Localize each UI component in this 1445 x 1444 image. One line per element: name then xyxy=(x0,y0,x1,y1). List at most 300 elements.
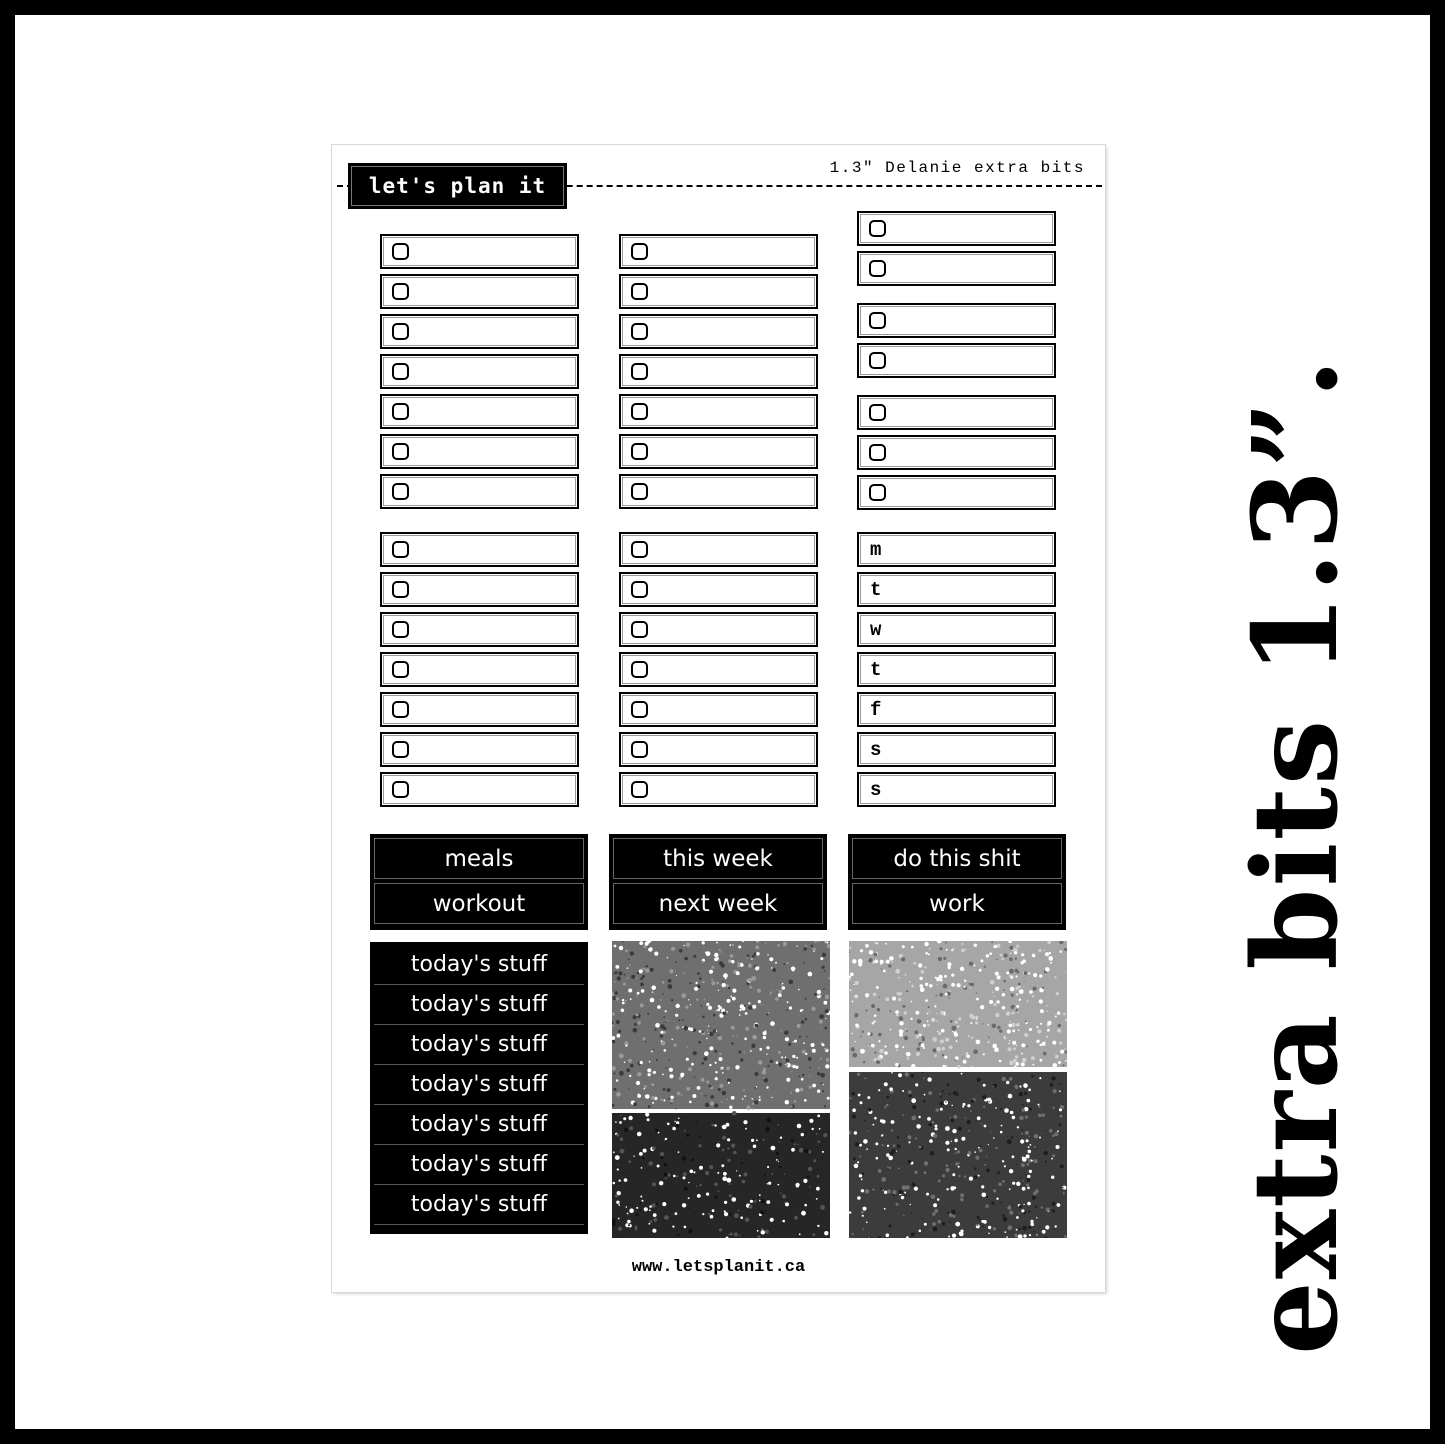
glitter-speck xyxy=(814,1159,817,1162)
glitter-speck xyxy=(962,1106,964,1108)
sticker-sheet xyxy=(332,145,1105,1292)
glitter-speck xyxy=(751,1139,754,1142)
glitter-speck xyxy=(794,1040,797,1043)
glitter-speck xyxy=(1008,1094,1013,1099)
glitter-speck xyxy=(753,1198,755,1200)
glitter-speck xyxy=(699,1184,701,1186)
glitter-speck xyxy=(801,1211,806,1216)
glitter-speck xyxy=(1007,1206,1011,1210)
glitter-speck xyxy=(927,1077,931,1081)
label-block-3 xyxy=(848,834,1066,930)
glitter-speck xyxy=(891,1072,893,1074)
glitter-speck xyxy=(738,946,741,949)
glitter-speck xyxy=(767,1118,772,1123)
glitter-speck xyxy=(653,1213,657,1217)
glitter-speck xyxy=(719,1053,721,1055)
checkbox-icon xyxy=(392,581,409,598)
glitter-speck xyxy=(961,949,965,953)
glitter-speck xyxy=(896,1049,898,1051)
glitter-speck xyxy=(950,1117,952,1119)
glitter-speck xyxy=(906,1052,909,1055)
glitter-speck xyxy=(1028,1226,1031,1229)
glitter-speck xyxy=(640,1003,644,1007)
glitter-speck xyxy=(919,1034,922,1037)
glitter-speck xyxy=(919,1230,922,1233)
glitter-speck xyxy=(688,1208,689,1209)
glitter-speck xyxy=(683,1176,686,1179)
glitter-speck xyxy=(965,1117,967,1119)
glitter-speck xyxy=(971,1037,973,1039)
glitter-speck xyxy=(995,1147,997,1149)
glitter-speck xyxy=(617,1164,618,1165)
glitter-speck xyxy=(995,987,999,991)
glitter-speck xyxy=(675,1124,679,1128)
glitter-speck xyxy=(1000,1108,1002,1110)
glitter-speck xyxy=(622,1236,623,1237)
glitter-speck xyxy=(805,1149,809,1153)
day-letter: s xyxy=(870,779,882,801)
glitter-speck xyxy=(939,1103,941,1105)
glitter-speck xyxy=(975,1021,978,1024)
glitter-speck xyxy=(1009,957,1013,961)
checklist-box xyxy=(380,652,579,687)
glitter-speck xyxy=(752,1098,754,1100)
glitter-speck xyxy=(824,1105,826,1107)
checkbox-icon xyxy=(392,243,409,260)
glitter-speck xyxy=(777,944,780,947)
glitter-speck xyxy=(866,1221,868,1223)
glitter-speck xyxy=(1028,1089,1031,1092)
glitter-speck xyxy=(855,981,859,985)
glitter-speck xyxy=(950,1186,955,1191)
glitter-speck xyxy=(1018,1029,1020,1031)
todays-stuff-label: today's stuff xyxy=(374,945,584,985)
glitter-speck xyxy=(874,953,878,957)
glitter-speck xyxy=(825,1027,828,1030)
glitter-speck xyxy=(770,1021,775,1026)
glitter-speck xyxy=(684,1130,686,1132)
glitter-speck xyxy=(997,1026,1000,1029)
glitter-speck xyxy=(746,982,749,985)
glitter-speck xyxy=(908,1141,910,1143)
glitter-speck xyxy=(618,1030,621,1033)
glitter-speck xyxy=(991,941,993,943)
checklist-box xyxy=(619,354,818,389)
glitter-speck xyxy=(884,1106,886,1108)
checkbox-icon xyxy=(631,443,648,460)
glitter-speck xyxy=(874,1014,877,1017)
glitter-speck xyxy=(648,1073,651,1076)
glitter-speck xyxy=(633,1028,638,1033)
glitter-speck xyxy=(626,1068,630,1072)
glitter-speck xyxy=(936,1108,939,1111)
glitter-speck xyxy=(820,1073,825,1078)
glitter-speck xyxy=(805,998,807,1000)
glitter-speck xyxy=(950,1020,953,1023)
glitter-speck xyxy=(638,1021,641,1024)
glitter-speck xyxy=(886,960,890,964)
glitter-speck xyxy=(730,1232,733,1235)
glitter-speck xyxy=(751,1044,755,1048)
glitter-speck xyxy=(1012,1012,1015,1015)
glitter-speck xyxy=(964,980,966,982)
glitter-speck xyxy=(660,999,662,1001)
glitter-speck xyxy=(619,1180,621,1182)
glitter-speck xyxy=(804,1204,807,1207)
glitter-speck xyxy=(662,993,664,995)
glitter-speck xyxy=(722,1176,727,1181)
glitter-speck xyxy=(1004,1165,1006,1167)
glitter-speck xyxy=(624,974,626,976)
glitter-speck xyxy=(718,1141,719,1142)
glitter-speck xyxy=(1025,1116,1028,1119)
day-box xyxy=(857,532,1056,567)
glitter-speck xyxy=(951,983,955,987)
glitter-speck xyxy=(1031,1075,1034,1078)
glitter-speck xyxy=(951,1164,952,1165)
glitter-speck xyxy=(957,1026,959,1028)
glitter-speck xyxy=(935,1127,938,1130)
glitter-speck xyxy=(898,1167,900,1169)
glitter-speck xyxy=(823,988,825,990)
checkbox-icon xyxy=(631,781,648,798)
glitter-speck xyxy=(1002,1180,1005,1183)
glitter-speck xyxy=(747,964,748,965)
glitter-speck xyxy=(741,1162,743,1164)
glitter-speck xyxy=(924,1094,926,1096)
glitter-speck xyxy=(923,1100,926,1103)
glitter-speck xyxy=(808,972,813,977)
glitter-speck xyxy=(962,1057,963,1058)
glitter-speck xyxy=(851,1047,855,1051)
glitter-speck xyxy=(766,1086,768,1088)
glitter-speck xyxy=(932,1121,935,1124)
glitter-speck xyxy=(871,1004,875,1008)
glitter-speck xyxy=(1034,1134,1038,1138)
glitter-speck xyxy=(915,1031,919,1035)
glitter-speck xyxy=(987,1041,989,1043)
glitter-speck xyxy=(691,1158,694,1161)
glitter-speck xyxy=(875,942,876,943)
glitter-speck xyxy=(911,1182,915,1186)
glitter-speck xyxy=(934,1054,937,1057)
glitter-speck xyxy=(957,1065,960,1068)
glitter-speck xyxy=(745,1218,749,1222)
glitter-speck xyxy=(735,1065,739,1069)
checkbox-icon xyxy=(631,483,648,500)
glitter-speck xyxy=(732,944,734,946)
glitter-speck xyxy=(874,1058,877,1061)
glitter-speck xyxy=(1012,1155,1015,1158)
glitter-speck xyxy=(802,1074,804,1076)
glitter-speck xyxy=(922,1072,924,1074)
glitter-speck xyxy=(923,1024,926,1027)
glitter-speck xyxy=(803,962,805,964)
glitter-speck xyxy=(1040,1023,1042,1025)
glitter-speck xyxy=(618,1204,620,1206)
glitter-speck xyxy=(689,1101,692,1104)
glitter-speck xyxy=(662,1074,664,1076)
glitter-speck xyxy=(704,999,706,1001)
glitter-speck xyxy=(660,1024,665,1029)
glitter-speck xyxy=(983,1084,986,1087)
glitter-speck xyxy=(789,980,794,985)
checkbox-icon xyxy=(869,312,886,329)
glitter-speck xyxy=(1028,1146,1030,1148)
glitter-speck xyxy=(1055,1225,1057,1227)
glitter-speck xyxy=(748,963,752,967)
glitter-speck xyxy=(868,1044,870,1046)
glitter-speck xyxy=(817,1225,819,1227)
glitter-speck xyxy=(984,966,986,968)
glitter-speck xyxy=(898,1073,902,1077)
checklist-box xyxy=(619,474,818,509)
checklist-box xyxy=(619,572,818,607)
glitter-speck xyxy=(947,1084,950,1087)
glitter-speck xyxy=(1028,972,1030,974)
day-letter: s xyxy=(870,739,882,761)
glitter-speck xyxy=(791,1071,792,1072)
glitter-speck xyxy=(630,998,632,1000)
glitter-speck xyxy=(996,944,1000,948)
glitter-speck xyxy=(729,1106,732,1109)
glitter-speck xyxy=(1014,1085,1018,1089)
glitter-speck xyxy=(1030,1144,1032,1146)
glitter-speck xyxy=(755,966,759,970)
glitter-speck xyxy=(958,1127,962,1131)
glitter-speck xyxy=(734,1213,739,1218)
glitter-speck xyxy=(616,1133,619,1136)
glitter-speck xyxy=(852,1053,857,1058)
glitter-speck xyxy=(686,1134,689,1137)
glitter-speck xyxy=(767,1166,769,1168)
glitter-speck xyxy=(1014,948,1017,951)
glitter-speck xyxy=(879,1049,883,1053)
glitter-speck xyxy=(662,1202,666,1206)
glitter-speck xyxy=(1009,975,1012,978)
glitter-speck xyxy=(768,1182,771,1185)
glitter-speck xyxy=(1004,1231,1006,1233)
glitter-speck xyxy=(823,1084,824,1085)
glitter-speck xyxy=(977,1116,981,1120)
glitter-speck xyxy=(986,954,989,957)
glitter-speck xyxy=(742,1098,744,1100)
glitter-speck xyxy=(898,977,899,978)
glitter-speck xyxy=(664,1049,667,1052)
glitter-speck xyxy=(715,1071,717,1073)
glitter-speck xyxy=(676,1026,680,1030)
glitter-speck xyxy=(798,989,800,991)
glitter-speck xyxy=(915,1138,917,1140)
glitter-speck xyxy=(876,942,878,944)
todays-stuff-label: today's stuff xyxy=(374,985,584,1025)
glitter-speck xyxy=(719,1057,723,1061)
glitter-speck xyxy=(898,998,901,1001)
glitter-speck xyxy=(994,1047,999,1052)
glitter-speck xyxy=(874,1052,876,1054)
glitter-speck xyxy=(684,957,688,961)
glitter-speck xyxy=(739,1014,741,1016)
glitter-speck xyxy=(1026,1163,1029,1166)
glitter-speck xyxy=(641,1167,643,1169)
glitter-speck xyxy=(813,951,814,952)
glitter-speck xyxy=(985,1204,988,1207)
glitter-speck xyxy=(731,1144,735,1148)
glitter-speck xyxy=(819,1128,821,1130)
glitter-speck xyxy=(634,1023,637,1026)
glitter-speck xyxy=(721,1101,723,1103)
glitter-speck xyxy=(616,1201,619,1204)
glitter-speck xyxy=(881,1135,883,1137)
checklist-box xyxy=(619,394,818,429)
glitter-speck xyxy=(694,1076,695,1077)
glitter-speck xyxy=(861,1211,864,1214)
glitter-speck xyxy=(654,1029,656,1031)
glitter-speck xyxy=(781,984,783,986)
checklist-box xyxy=(619,274,818,309)
glitter-speck xyxy=(891,961,893,963)
glitter-speck xyxy=(905,1072,909,1076)
glitter-speck xyxy=(857,1196,861,1200)
glitter-speck xyxy=(718,990,719,991)
day-box xyxy=(857,652,1056,687)
glitter-speck xyxy=(805,945,807,947)
glitter-speck xyxy=(775,962,777,964)
glitter-speck xyxy=(1039,1137,1041,1139)
glitter-speck xyxy=(927,1020,929,1022)
glitter-speck xyxy=(664,1173,668,1177)
glitter-speck xyxy=(682,1019,684,1021)
glitter-speck xyxy=(914,1187,918,1191)
glitter-speck xyxy=(993,1137,995,1139)
glitter-speck xyxy=(825,941,827,943)
glitter-speck xyxy=(1051,1158,1053,1160)
glitter-speck xyxy=(878,1169,882,1173)
glitter-speck xyxy=(669,1068,673,1072)
glitter-speck xyxy=(724,1201,727,1204)
glitter-speck xyxy=(951,974,954,977)
glitter-speck xyxy=(1046,1036,1048,1038)
glitter-speck xyxy=(916,1011,920,1015)
glitter-speck xyxy=(716,942,718,944)
glitter-speck xyxy=(809,1186,811,1188)
glitter-speck xyxy=(619,1183,621,1185)
checklist-box xyxy=(380,692,579,727)
glitter-speck xyxy=(988,1226,991,1229)
glitter-speck xyxy=(655,1023,660,1028)
glitter-speck xyxy=(1058,1061,1061,1064)
glitter-speck xyxy=(684,1226,687,1229)
glitter-speck xyxy=(760,1199,765,1204)
glitter-speck xyxy=(1060,951,1062,953)
glitter-speck xyxy=(716,982,719,985)
checkbox-icon xyxy=(392,741,409,758)
glitter-speck xyxy=(676,1175,678,1177)
glitter-speck xyxy=(633,1015,637,1019)
glitter-speck xyxy=(805,1053,807,1055)
glitter-speck xyxy=(973,964,975,966)
glitter-speck xyxy=(701,1062,704,1065)
glitter-speck xyxy=(768,1012,770,1014)
glitter-speck xyxy=(1003,980,1006,983)
glitter-black-base xyxy=(612,1113,830,1238)
glitter-speck xyxy=(647,1118,650,1121)
glitter-speck xyxy=(964,986,966,988)
glitter-speck xyxy=(800,1088,804,1092)
glitter-speck xyxy=(891,1120,895,1124)
glitter-speck xyxy=(651,1083,654,1086)
glitter-speck xyxy=(709,1032,713,1036)
glitter-speck xyxy=(737,962,740,965)
glitter-speck xyxy=(672,1127,676,1131)
checkbox-icon xyxy=(392,443,409,460)
glitter-speck xyxy=(675,1212,678,1215)
glitter-speck xyxy=(901,957,905,961)
glitter-speck xyxy=(1010,1111,1014,1115)
glitter-speck xyxy=(681,993,686,998)
glitter-speck xyxy=(1012,1041,1016,1045)
glitter-speck xyxy=(670,1096,673,1099)
glitter-speck xyxy=(731,960,733,962)
glitter-speck xyxy=(683,1026,688,1031)
glitter-speck xyxy=(852,1114,856,1118)
glitter-speck xyxy=(1027,1202,1031,1206)
glitter-speck xyxy=(974,1175,978,1179)
glitter-speck xyxy=(644,1088,646,1090)
glitter-speck xyxy=(808,1057,812,1061)
glitter-speck xyxy=(704,1051,709,1056)
glitter-speck xyxy=(615,997,617,999)
glitter-speck xyxy=(814,993,817,996)
checklist-box xyxy=(619,772,818,807)
glitter-speck xyxy=(674,1121,675,1122)
glitter-speck xyxy=(890,1151,894,1155)
glitter-speck xyxy=(649,1061,651,1063)
glitter-speck xyxy=(633,1102,637,1106)
glitter-speck xyxy=(1016,1045,1017,1046)
glitter-speck xyxy=(661,1040,663,1042)
glitter-speck xyxy=(706,1081,709,1084)
glitter-speck xyxy=(902,1005,905,1008)
checkbox-icon xyxy=(869,404,886,421)
glitter-speck xyxy=(892,1190,896,1194)
glitter-speck xyxy=(983,1106,985,1108)
glitter-speck xyxy=(750,1050,752,1052)
glitter-speck xyxy=(722,1012,726,1016)
glitter-speck xyxy=(911,1212,913,1214)
glitter-speck xyxy=(628,1088,629,1089)
glitter-speck xyxy=(849,947,851,949)
glitter-speck xyxy=(643,968,645,970)
glitter-speck xyxy=(1027,1187,1030,1190)
glitter-speck xyxy=(992,1024,996,1028)
glitter-speck xyxy=(713,1014,716,1017)
glitter-speck xyxy=(859,1156,861,1158)
glitter-speck xyxy=(860,959,862,961)
checkbox-icon xyxy=(392,781,409,798)
glitter-speck xyxy=(880,1188,882,1190)
glitter-speck xyxy=(1042,1230,1046,1234)
glitter-speck xyxy=(716,1030,718,1032)
glitter-speck xyxy=(640,983,644,987)
glitter-speck xyxy=(951,1210,955,1214)
glitter-speck xyxy=(694,987,698,991)
glitter-speck xyxy=(1044,1151,1048,1155)
glitter-speck xyxy=(631,975,635,979)
glitter-speck xyxy=(812,1007,816,1011)
glitter-speck xyxy=(799,1036,801,1038)
glitter-speck xyxy=(628,1224,630,1226)
